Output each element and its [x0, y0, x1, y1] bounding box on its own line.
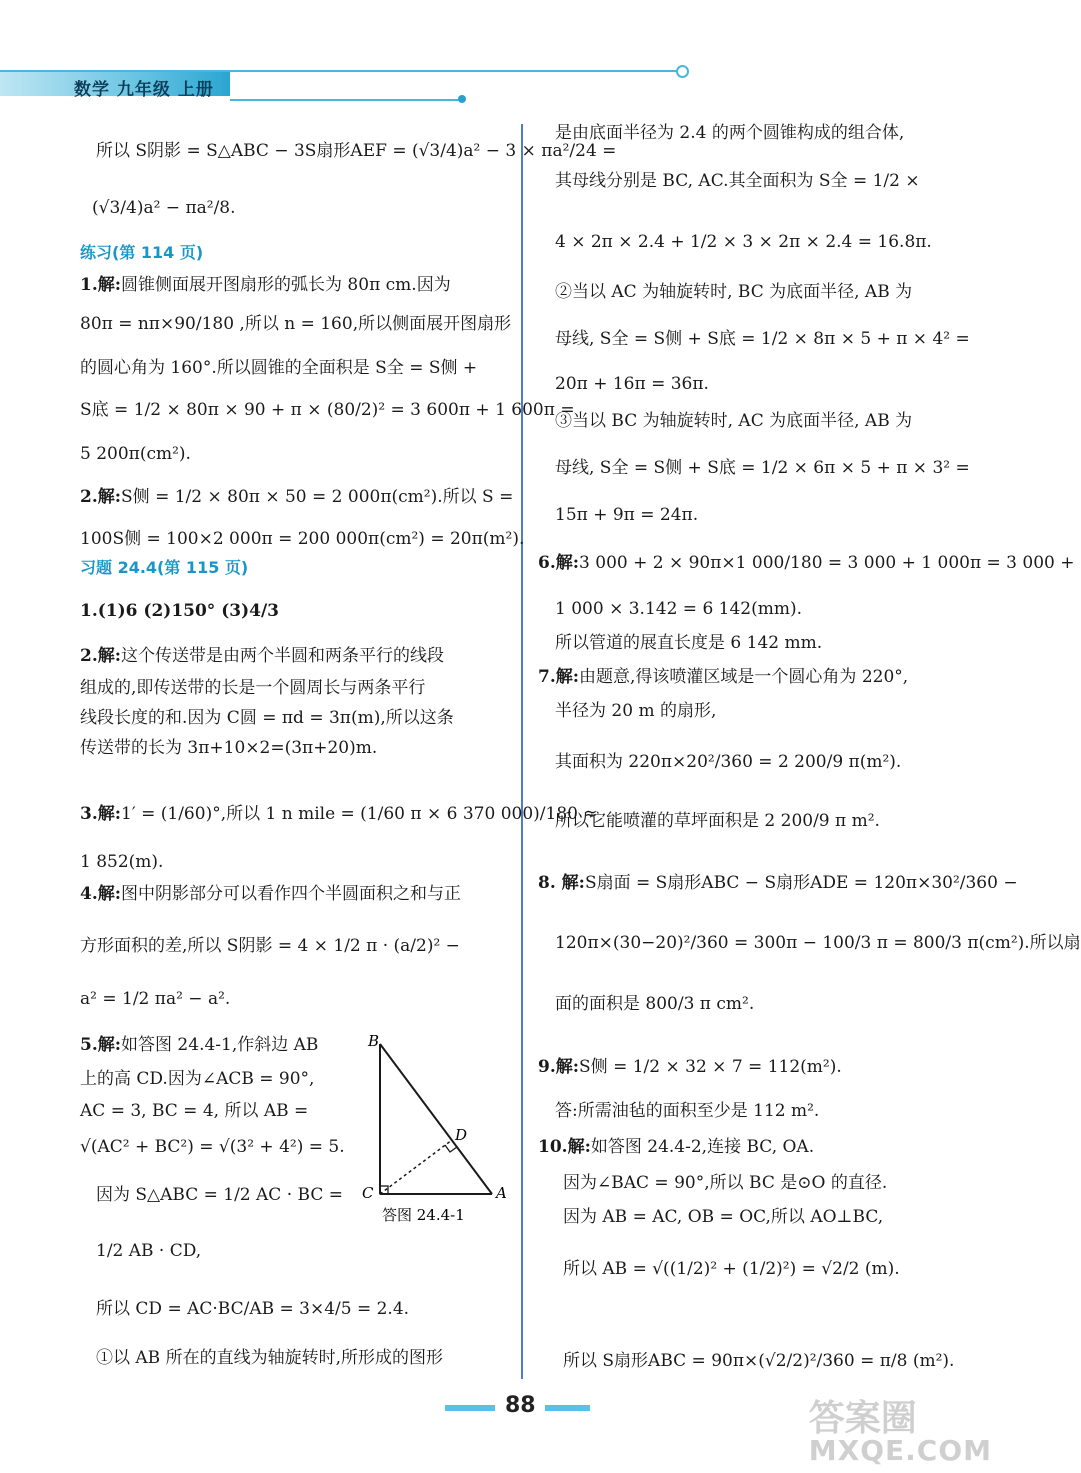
text-line: 100S侧 = 100×2 000π = 200 000π(cm²) = 20π(m²).: [80, 529, 525, 549]
text-line: (√3/4)a² − πa²/8.: [92, 198, 236, 218]
text-line: ②当以 AC 为轴旋转时, BC 为底面半径, AB 为: [555, 282, 913, 302]
answer-ex4: [80, 883, 461, 905]
answer-ex5: [80, 1034, 318, 1056]
answer-ex1: 1.(1)6 (2)150° (3)4/3: [80, 601, 280, 621]
text-line: 其母线分别是 BC, AC.其全面积为 S全 = 1/2 ×: [555, 171, 920, 191]
footer-ornament-right: [545, 1405, 590, 1411]
text-line: S侧 = 1/2 × 80π × 50 = 2 000π(cm²).所以 S =: [121, 487, 514, 507]
answer-label: 10.解:: [538, 1137, 591, 1157]
text-line: S扇面 = S扇形ABC − S扇形ADE = 120π×30²/360 −: [584, 873, 1018, 893]
answer-2: [80, 486, 513, 508]
answer-label: 2.解:: [80, 487, 122, 507]
text-line: 20π + 16π = 36π.: [555, 374, 709, 394]
answer-ex6: [538, 552, 1075, 574]
text-line: 圆锥侧面展开图扇形的弧长为 80π cm.因为: [121, 275, 451, 295]
text-line: √(AC² + BC²) = √(3² + 4²) = 5.: [80, 1137, 345, 1157]
header-ring-ornament: [676, 65, 689, 78]
text-line: 所以 S扇形ABC = 90π×(√2/2)²/360 = π/8 (m²).: [563, 1351, 955, 1371]
text-line: 因为∠BAC = 90°,所以 BC 是⊙O 的直径.: [563, 1173, 888, 1193]
text-line: 上的高 CD.因为∠ACB = 90°,: [80, 1069, 315, 1089]
text-line: 4 × 2π × 2.4 + 1/2 × 3 × 2π × 2.4 = 16.8π.: [555, 232, 932, 252]
text-line: 所以 AB = √((1/2)² + (1/2)²) = √2/2 (m).: [563, 1259, 900, 1279]
section-heading: 习题 24.4(第 115 页): [80, 558, 249, 577]
answer-ex10: [538, 1136, 814, 1158]
text-line: 120π×(30−20)²/360 = 300π − 100/3 π = 800/3 π(cm²).所以扇: [555, 933, 1081, 953]
header-underline: [230, 99, 460, 101]
text-line: 1 000 × 3.142 = 6 142(mm).: [555, 599, 803, 619]
text-line: 组成的,即传送带的长是一个圆周长与两条平行: [80, 678, 426, 698]
figure-caption: 答图 24.4-1: [382, 1206, 465, 1224]
answer-label: 6.解:: [538, 553, 580, 573]
answer-ex7: [538, 666, 908, 688]
answer-ex9: [538, 1056, 842, 1078]
text-line: 面的面积是 800/3 π cm².: [555, 994, 755, 1014]
side-ab: [380, 1044, 492, 1194]
page-number: 88: [505, 1393, 536, 1418]
label-b: B: [368, 1032, 380, 1050]
answer-label: 9.解:: [538, 1057, 580, 1077]
text-line: a² = 1/2 πa² − a².: [80, 989, 231, 1009]
text-line: 如答图 24.4-2,连接 BC, OA.: [590, 1137, 815, 1157]
text-line: 传送带的长为 3π+10×2=(3π+20)m.: [80, 738, 378, 758]
answer-label: 1.解:: [80, 275, 122, 295]
text-line: 答:所需油毡的面积至少是 112 m².: [555, 1101, 820, 1121]
page-header: [0, 62, 690, 102]
figure-triangle: [360, 1030, 520, 1225]
text-line: 这个传送带是由两个半圆和两条平行的线段: [121, 646, 445, 666]
answer-ex3: [80, 803, 598, 825]
text-line: ①以 AB 所在的直线为轴旋转时,所形成的图形: [96, 1348, 443, 1368]
answer-ex2: [80, 645, 444, 667]
label-d: D: [455, 1126, 468, 1144]
text-line: AC = 3, BC = 4, 所以 AB =: [80, 1101, 309, 1121]
text-line: S底 = 1/2 × 80π × 90 + π × (80/2)² = 3 600π + 1 600π =: [80, 400, 575, 420]
text-line: ③当以 BC 为轴旋转时, AC 为底面半径, AB 为: [555, 411, 913, 431]
column-divider: [521, 124, 523, 1379]
text-line: 80π = nπ×90/180 ,所以 n = 160,所以侧面展开图扇形: [80, 314, 512, 334]
text-line: 图中阴影部分可以看作四个半圆面积之和与正: [121, 884, 462, 904]
answer-1: [80, 274, 451, 296]
text-line: 15π + 9π = 24π.: [555, 505, 699, 525]
text-line: 因为 S△ABC = 1/2 AC · BC =: [96, 1185, 343, 1205]
text-line: 所以 S阴影 = S△ABC − 3S扇形AEF = (√3/4)a² − 3 × πa²/24 =: [96, 141, 617, 161]
text-line: 所以它能喷灌的草坪面积是 2 200/9 π m².: [555, 811, 880, 831]
answer-label: 5.解:: [80, 1035, 122, 1055]
text-line: 方形面积的差,所以 S阴影 = 4 × 1/2 π · (a/2)² −: [80, 936, 460, 956]
text-line: 如答图 24.4-1,作斜边 AB: [121, 1035, 319, 1055]
watermark-logo-text: 答案圈: [808, 1398, 917, 1439]
header-dot-ornament: [458, 95, 466, 103]
text-line: 5 200π(cm²).: [80, 444, 191, 464]
text-line: 3 000 + 2 × 90π×1 000/180 = 3 000 + 1 000π = 3 000 +: [579, 553, 1075, 573]
text-line: 母线, S全 = S侧 + S底 = 1/2 × 8π × 5 + π × 4² =: [555, 329, 970, 349]
text-line: 半径为 20 m 的扇形,: [555, 701, 717, 721]
altitude-cd: [380, 1140, 452, 1194]
answer-label: 7.解:: [538, 667, 580, 687]
answer-label: 4.解:: [80, 884, 122, 904]
text-line: 母线, S全 = S侧 + S底 = 1/2 × 6π × 5 + π × 3² =: [555, 458, 970, 478]
text-line: S侧 = 1/2 × 32 × 7 = 112(m²).: [579, 1057, 842, 1077]
text-line: 是由底面半径为 2.4 的两个圆锥构成的组合体,: [555, 123, 905, 143]
label-a: A: [496, 1184, 507, 1202]
text-line: 1 852(m).: [80, 852, 164, 872]
text-line: 其面积为 220π×20²/360 = 2 200/9 π(m²).: [555, 752, 902, 772]
text-line: 1′ = (1/60)°,所以 1 n mile = (1/60 π × 6 370 000)/180 ≈: [121, 804, 598, 824]
book-title: 数学 九年级 上册: [74, 80, 214, 100]
section-heading: 练习(第 114 页): [80, 243, 204, 262]
watermark-url: MXQE.COM: [808, 1434, 992, 1467]
label-c: C: [362, 1184, 374, 1202]
text-line: 所以 CD = AC·BC/AB = 3×4/5 = 2.4.: [96, 1299, 410, 1319]
answer-label: 2.解:: [80, 646, 122, 666]
footer-ornament-left: [445, 1405, 495, 1411]
watermark: [808, 1398, 992, 1467]
text-line: 的圆心角为 160°.所以圆锥的全面积是 S全 = S侧 +: [80, 358, 478, 378]
text-line: 因为 AB = AC, OB = OC,所以 AO⊥BC,: [563, 1207, 884, 1227]
text-line: 由题意,得该喷灌区域是一个圆心角为 220°,: [579, 667, 909, 687]
text-line: 线段长度的和.因为 C圆 = πd = 3π(m),所以这条: [80, 708, 454, 728]
answer-label: 8. 解:: [538, 873, 585, 893]
answer-ex8: [538, 872, 1018, 894]
text-line: 所以管道的展直长度是 6 142 mm.: [555, 633, 823, 653]
text-line: 1/2 AB · CD,: [96, 1241, 202, 1261]
answer-label: 3.解:: [80, 804, 122, 824]
